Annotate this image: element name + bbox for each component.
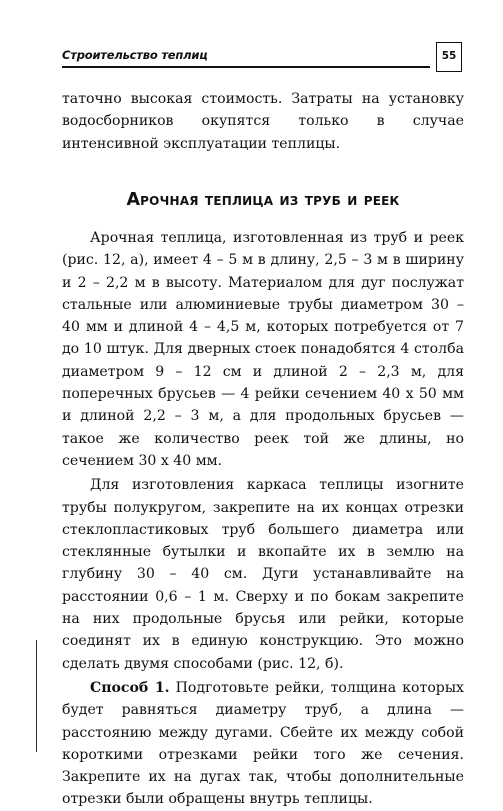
intro-block (62, 88, 464, 155)
paragraph-2: Для изготовления каркаса теплицы изогните трубы полукругом, закрепите на их концах отрезки стеклопластиковых труб большего диаметра или стеклянные бутылки и вкопайте их в землю на глубину 30 – 40 см. Дуги устанавливайте на расстоянии 0,6 – 1 м. Сверху и по бокам закрепите на них продольные брусья или рейки, которые соединят их в единую конструкцию. Это можно сделать двумя способами (рис. 12, б). (62, 477, 464, 672)
running-title: Строительство теплиц (62, 48, 208, 62)
paragraph-1: Арочная теплица, изготовленная из труб и реек (рис. 12, а), имеет 4 – 5 м в длину, 2,5 – 3 м в ширину и 2 – 2,2 м в высоту. Материалом для дуг послужат стальные или алюминиевые трубы диаметром 30 – 40 мм и длиной 4 – 4,5 м, которых потребуется от 7 до 10 штук. Для дверных стоек понадобятся 4 столба диаметром 9 – 12 см и длиной 2 – 2,3 м, для поперечных брусьев — 4 рейки сечением 40 х 50 мм и длиной 2,2 – 3 м, а для продольных брусьев — такое же количество реек той же длины, но сечением 30 х 40 мм. (62, 230, 464, 469)
method-text: Подготовьте рейки, толщина которых будет равняться диаметру труб, а длина — расстоянию между дугами. Сбейте их между собой короткими отрезками рейки того же сечения. Закрепите их на дугах так, чтобы дополнительные отрезки были обращены внутрь теплицы. (62, 679, 464, 808)
section-heading: Арочная теплица из труб и реек (126, 190, 400, 210)
method-label: Способ 1. (90, 679, 170, 696)
margin-rule (36, 640, 37, 752)
intro-paragraph: таточно высокая стоимость. Затраты на установку водосборников окупятся только в случае интенсивной эксплуатации теплицы. (62, 91, 464, 152)
running-head (62, 40, 462, 74)
main-block (62, 227, 464, 811)
page-number-box (436, 42, 462, 72)
method-paragraph (62, 677, 464, 811)
page-number: 55 (441, 50, 457, 62)
header-rule (62, 66, 430, 68)
